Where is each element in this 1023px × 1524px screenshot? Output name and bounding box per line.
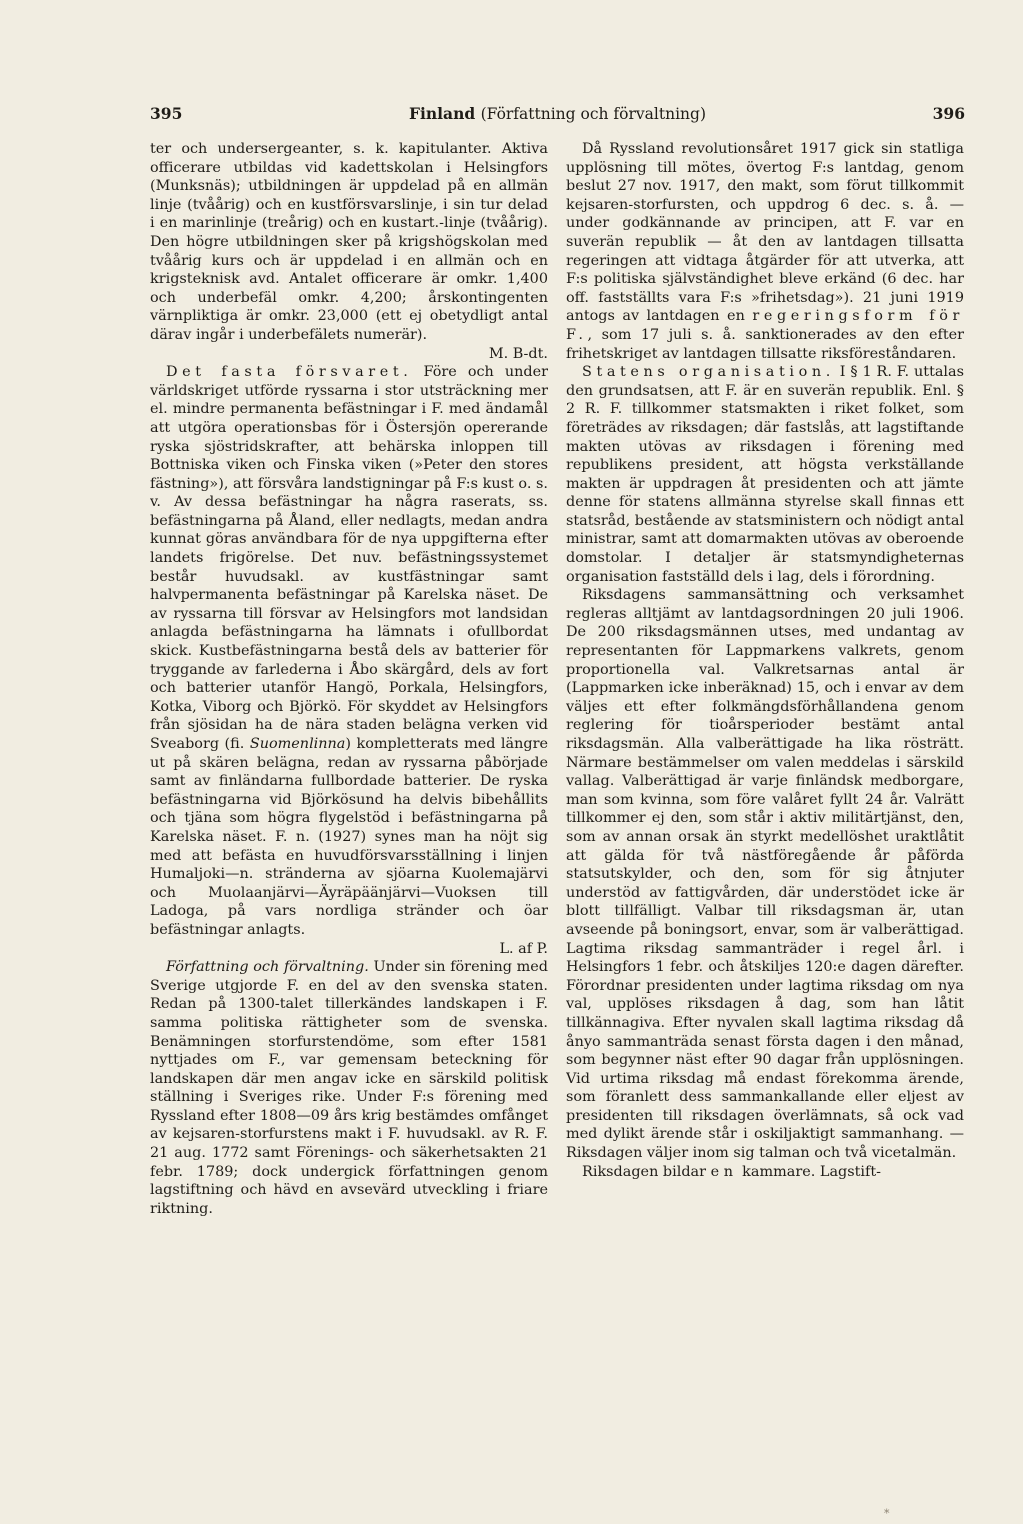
right-column — [566, 140, 964, 1380]
paragraph-military-education: ter och undersergeanter, s. k. kapitulanter. Aktiva officerare utbildas vid kadettskolan i Helsingfors (Munksnäs); utbildningen är uppdelad på en allmän linje (tvåårig) och en kustförsvarslinje, i sin tur delad i en marinlinje (treårig) och en kustart.-linje (tvåårig). Den högre utbildningen sker på krigshögskolan med tvåårig kurs och är uppdelad i en allmän och en krigsteknisk avd. Antalet officerare är omkr. 1,400 och underbefäl omkr. 4,200; årskontingenten värnpliktiga är omkr. 23,000 (ett ej obetydligt antal därav ingår i underbefälets numerär). — [150, 141, 548, 343]
paragraph-fixed-defense: Det fasta försvaret. Före och under världskriget utförde ryssarna i stor utsträckning mer el. mindre permanenta befästningar i F. med ändamål att utgöra operationsbas för i Östersjön opererande ryska sjöstridskrafter, att behärska inloppen till Bottniska viken och Finska viken (»Peter den stores fästning»), att försvåra landstigningar på F:s kust o. s. v. Av dessa befästningar ha några raserats, ss. befästningarna på Åland, eller nedlagts, medan andra kunnat göras användbara för de nya uppgifterna efter landets frigörelse. Det nuv. befästningssystemet består huvudsakl. av kustfästningar samt halvpermanenta befästningar på Karelska näset. De av ryssarna till försvar av Helsingfors mot landsidan anlagda befästningarna ha lämnats i ofullbordat skick. Kustbefästningarna bestå dels av batterier för tryggande av farlederna i Åbo skärgård, dels av fort och batterier utanför Hangö, Porkala, Helsingfors, Kotka, Viborg och Björkö. För skyddet av Helsingfors från sjösidan ha de nära staden belägna verken vid Sveaborg (fi. Suomenlinna) kompletterats med längre ut på skären belägna, redan av ryssarna påbörjade samt av finländarna fullbordade batterier. De ryska befästningarna vid Björkösund ha delvis bibehållits och tjäna som högra flygelstöd i befästningarna på Karelska näset. F. n. (1927) synes man ha nöjt sig med att befästa en huvudförsvarsställning i linjen Humaljoki—n. stränderna av sjöarna Kuolemajärvi och Muolaanjärvi—Äyräpäänjärvi—Vuoksen till Ladoga, på vars nordliga stränder och öar befästningar anlagts. — [150, 364, 548, 938]
signature-1: M. B-dt. — [488, 345, 548, 362]
signature-2: L. af P. — [499, 940, 548, 957]
page-number-left: 395 — [150, 104, 183, 123]
left-column — [150, 140, 548, 1380]
paragraph-independence: Då Ryssland revolutionsåret 1917 gick sin statliga upplösning till mötes, övertog F:s lantdag, genom beslut 27 nov. 1917, den makt, som förut tillkommit kejsaren-storfursten, och uppdrog 6 dec. s. å. — under godkännande av principen, att F. var en suverän republik — åt den av lantdagen tillsatta regeringen att vidtaga åtgärder för att utverka, att F:s politiska självständighet bleve erkänd (6 dec. har off. fastställts vara F:s »frihetsdag»). 21 juni 1919 antogs av lantdagen en regeringsform för F., som 17 juli s. å. sanktionerades av den efter frihetskriget av lantdagen tillsatte riksföreståndaren. — [566, 141, 964, 362]
running-title — [150, 100, 965, 128]
section-heading-fixed-defense: Det fasta försvaret. — [166, 364, 413, 381]
paragraph-state-organisation: Statens organisation. I § 1 R. F. uttalas den grundsatsen, att F. är en suverän republik. Enl. § 2 R. F. tillkommer statsmakten i riket folket, som företrädes av riksdagen; där fastslås, att lagstiftande makten utövas av riksdagen i förening med republikens president, att högsta verkställande makten är uppdragen åt presidenten och att jämte denne för statens allmänna styrelse skall finnas ett statsråd, bestående av statsministern och nödigt antal ministrar, samt att domarmakten utövas av oberoende domstolar. I detaljer är statsmyndigheternas organisation fastställd dels i lag, dels i förordning. — [566, 364, 964, 585]
running-header — [150, 100, 965, 128]
footer-mark: * — [884, 1507, 890, 1520]
header-title: Finland — [409, 104, 476, 123]
section-heading-constitution: Författning och förvaltning. — [166, 959, 369, 976]
paragraph-chamber: Riksdagen bildar en kammare. Lagstift- — [582, 1163, 881, 1180]
section-heading-state-organisation: Statens organisation. — [582, 364, 835, 381]
header-subtitle: (Författning och förvaltning) — [480, 105, 706, 123]
paragraph-constitution: Författning och förvaltning. Under sin förening med Sverige utgjorde F. en del av den svenska staten. Redan på 1300-talet tillerkändes landskapen i F. samma politiska rättigheter som de svenska. Benämningen storfurstendöme, som efter 1581 nyttjades om F., var gemensam beteckning för landskapen där men angav icke en särskild politisk ställning i Sveriges rike. Under F:s förening med Ryssland efter 1808—09 års krig bestämdes omfånget av kejsaren-storfurstens makt i F. huvudsakl. av R. F. 21 aug. 1772 samt Förenings- och säkerhetsakten 21 febr. 1789; dock undergick författningen genom lagstiftning och hävd en avsevärd utveckling i friare riktning. — [150, 959, 548, 1217]
page-number-right: 396 — [932, 104, 965, 123]
paragraph-parliament: Riksdagens sammansättning och verksamhet regleras alltjämt av lantdagsordningen 20 juli 1906. De 200 riksdagsmännen utses, med undantag av representanten för Lappmarkens valkrets, genom proportionella val. Valkretsarnas antal är (Lappmarken icke inberäknad) 15, och i envar av dem väljes ett efter folkmängdsförhållandena genom reglering för tioårsperioder bestämt antal riksdagsmän. Alla valberättigade ha lika rösträtt. Närmare bestämmelser om valen meddelas i särskild vallag. Valberättigad är varje finländsk medborgare, man som kvinna, som före valåret fyllt 24 år. Valrätt tillkommer ej den, som står i aktiv militärtjänst, den, som av annan orsak än styrkt medellöshet uraktlåtit att gälda för två nästföregående år påförda statsutskylder, och den, som för sig åtnjuter understöd av fattigvården, där understödet icke är blott tillfälligt. Valbar till riksdagsman är, utan avseende på boningsort, envar, som är valberättigad. Lagtima riksdag sammanträder i regel årl. i Helsingfors 1 febr. och åtskiljes 120:e dagen därefter. Förordnar presidenten under lagtima riksdag om nya val, upplöses riksdagen å dag, som han låtit tillkännagiva. Efter nyvalen skall lagtima riksdag då ånyo sammanträda senast första dagen i den månad, som begynner näst efter 90 dagar från upplösningen. Vid urtima riksdag må endast förekomma ärende, som föranlett dess sammankallande eller eljest av presidenten till riksdagen överlämnats, så ock vad med dylikt ärende står i oskiljaktigt sammanhang. — Riksdagen väljer inom sig talman och två vicetalmän. — [566, 587, 964, 1162]
